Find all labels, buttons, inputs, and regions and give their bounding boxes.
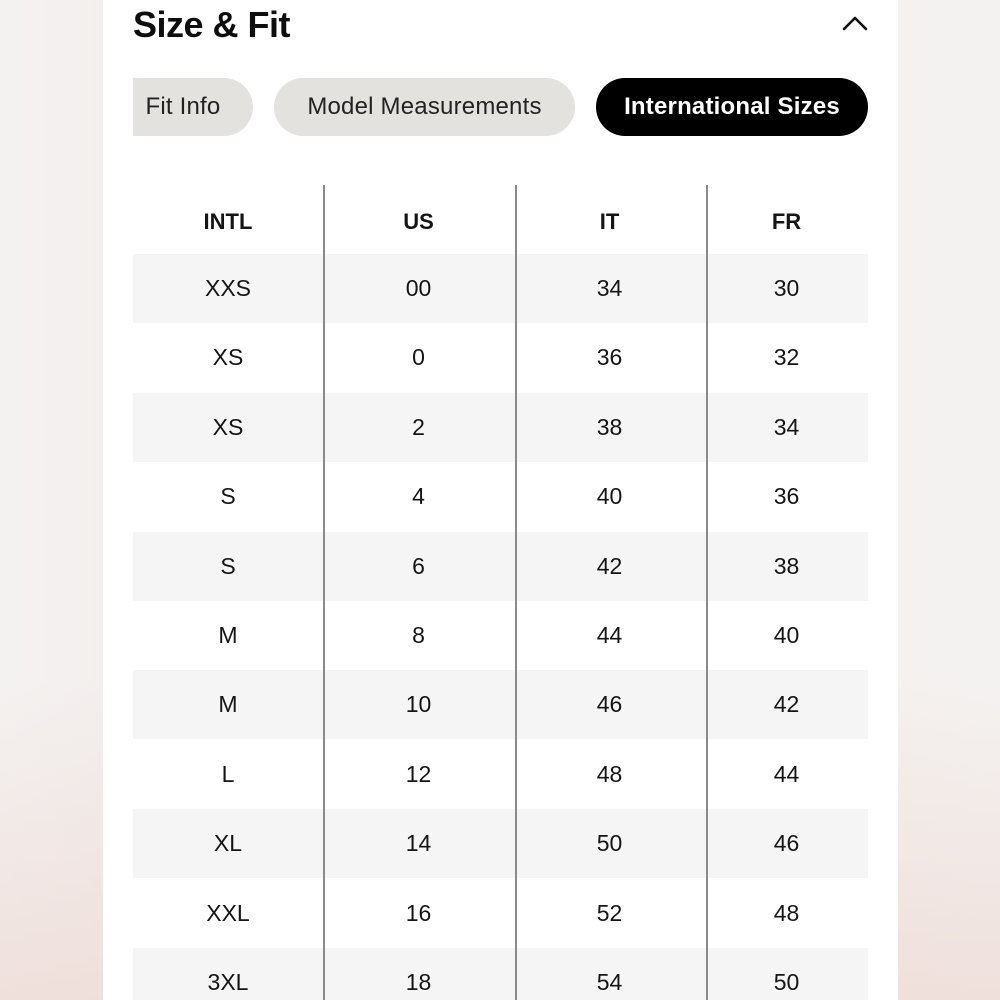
cell-fr: 36: [773, 483, 800, 509]
cell-intl: XS: [212, 344, 244, 370]
cell-us: 14: [405, 830, 432, 856]
table-row: [133, 948, 868, 1000]
cell-it: 42: [596, 553, 623, 579]
cell-it: 36: [596, 344, 623, 370]
cell-intl: XXS: [204, 275, 252, 301]
table-header-row: [133, 185, 868, 254]
cell-fr: 38: [773, 553, 800, 579]
cell-it: 52: [596, 900, 623, 926]
cell-us: 12: [405, 761, 432, 787]
table-row: [133, 809, 868, 878]
table-row: [133, 879, 868, 948]
background-right: [898, 0, 1000, 1000]
size-fit-panel: [103, 0, 898, 1000]
tab-international-sizes[interactable]: International Sizes: [596, 78, 868, 136]
cell-us: 10: [405, 691, 432, 717]
cell-intl: S: [220, 483, 236, 509]
cell-intl: M: [218, 622, 238, 648]
cell-it: 48: [596, 761, 623, 787]
column-header-it: IT: [599, 208, 620, 234]
tab-fit-info[interactable]: Fit Info: [133, 78, 253, 136]
cell-it: 44: [596, 622, 623, 648]
cell-fr: 40: [773, 622, 800, 648]
cell-fr: 42: [773, 691, 800, 717]
cell-us: 4: [412, 483, 425, 509]
cell-intl: 3XL: [207, 969, 249, 995]
cell-fr: 46: [773, 830, 800, 856]
cell-it: 40: [596, 483, 623, 509]
cell-fr: 44: [773, 761, 800, 787]
cell-it: 50: [596, 830, 623, 856]
table-row: [133, 393, 868, 462]
cell-us: 8: [412, 622, 425, 648]
section-header[interactable]: [133, 0, 870, 52]
cell-intl: XS: [212, 414, 244, 440]
cell-intl: XL: [213, 830, 243, 856]
chevron-up-icon: [840, 8, 870, 38]
cell-intl: XXL: [206, 900, 250, 926]
page-title: Size & Fit: [133, 4, 291, 45]
cell-it: 54: [596, 969, 623, 995]
column-header-us: US: [403, 208, 434, 234]
cell-us: 00: [405, 275, 432, 301]
cell-intl: S: [220, 553, 236, 579]
table-row: [133, 462, 868, 531]
cell-us: 6: [412, 553, 425, 579]
column-header-intl: INTL: [203, 208, 253, 234]
cell-it: 46: [596, 691, 623, 717]
collapse-button[interactable]: [840, 8, 870, 38]
column-divider: [706, 185, 708, 1000]
column-divider: [323, 185, 325, 1000]
cell-intl: M: [218, 691, 238, 717]
cell-fr: 48: [773, 900, 800, 926]
table-row: [133, 740, 868, 809]
size-table: [133, 185, 868, 1000]
cell-it: 38: [596, 414, 623, 440]
table-row: [133, 601, 868, 670]
cell-us: 18: [405, 969, 432, 995]
cell-us: 2: [412, 414, 425, 440]
cell-us: 16: [405, 900, 432, 926]
cell-fr: 32: [773, 344, 800, 370]
size-tabs: [133, 78, 869, 138]
table-row: [133, 254, 868, 323]
cell-fr: 34: [773, 414, 800, 440]
cell-fr: 30: [773, 275, 800, 301]
column-header-fr: FR: [771, 208, 802, 234]
tab-model-measurements[interactable]: Model Measurements: [274, 78, 575, 136]
column-divider: [515, 185, 517, 1000]
cell-us: 0: [412, 344, 425, 370]
table-row: [133, 323, 868, 392]
table-row: [133, 670, 868, 739]
cell-intl: L: [221, 761, 235, 787]
background-left: [0, 0, 103, 1000]
table-row: [133, 532, 868, 601]
cell-fr: 50: [773, 969, 800, 995]
cell-it: 34: [596, 275, 623, 301]
